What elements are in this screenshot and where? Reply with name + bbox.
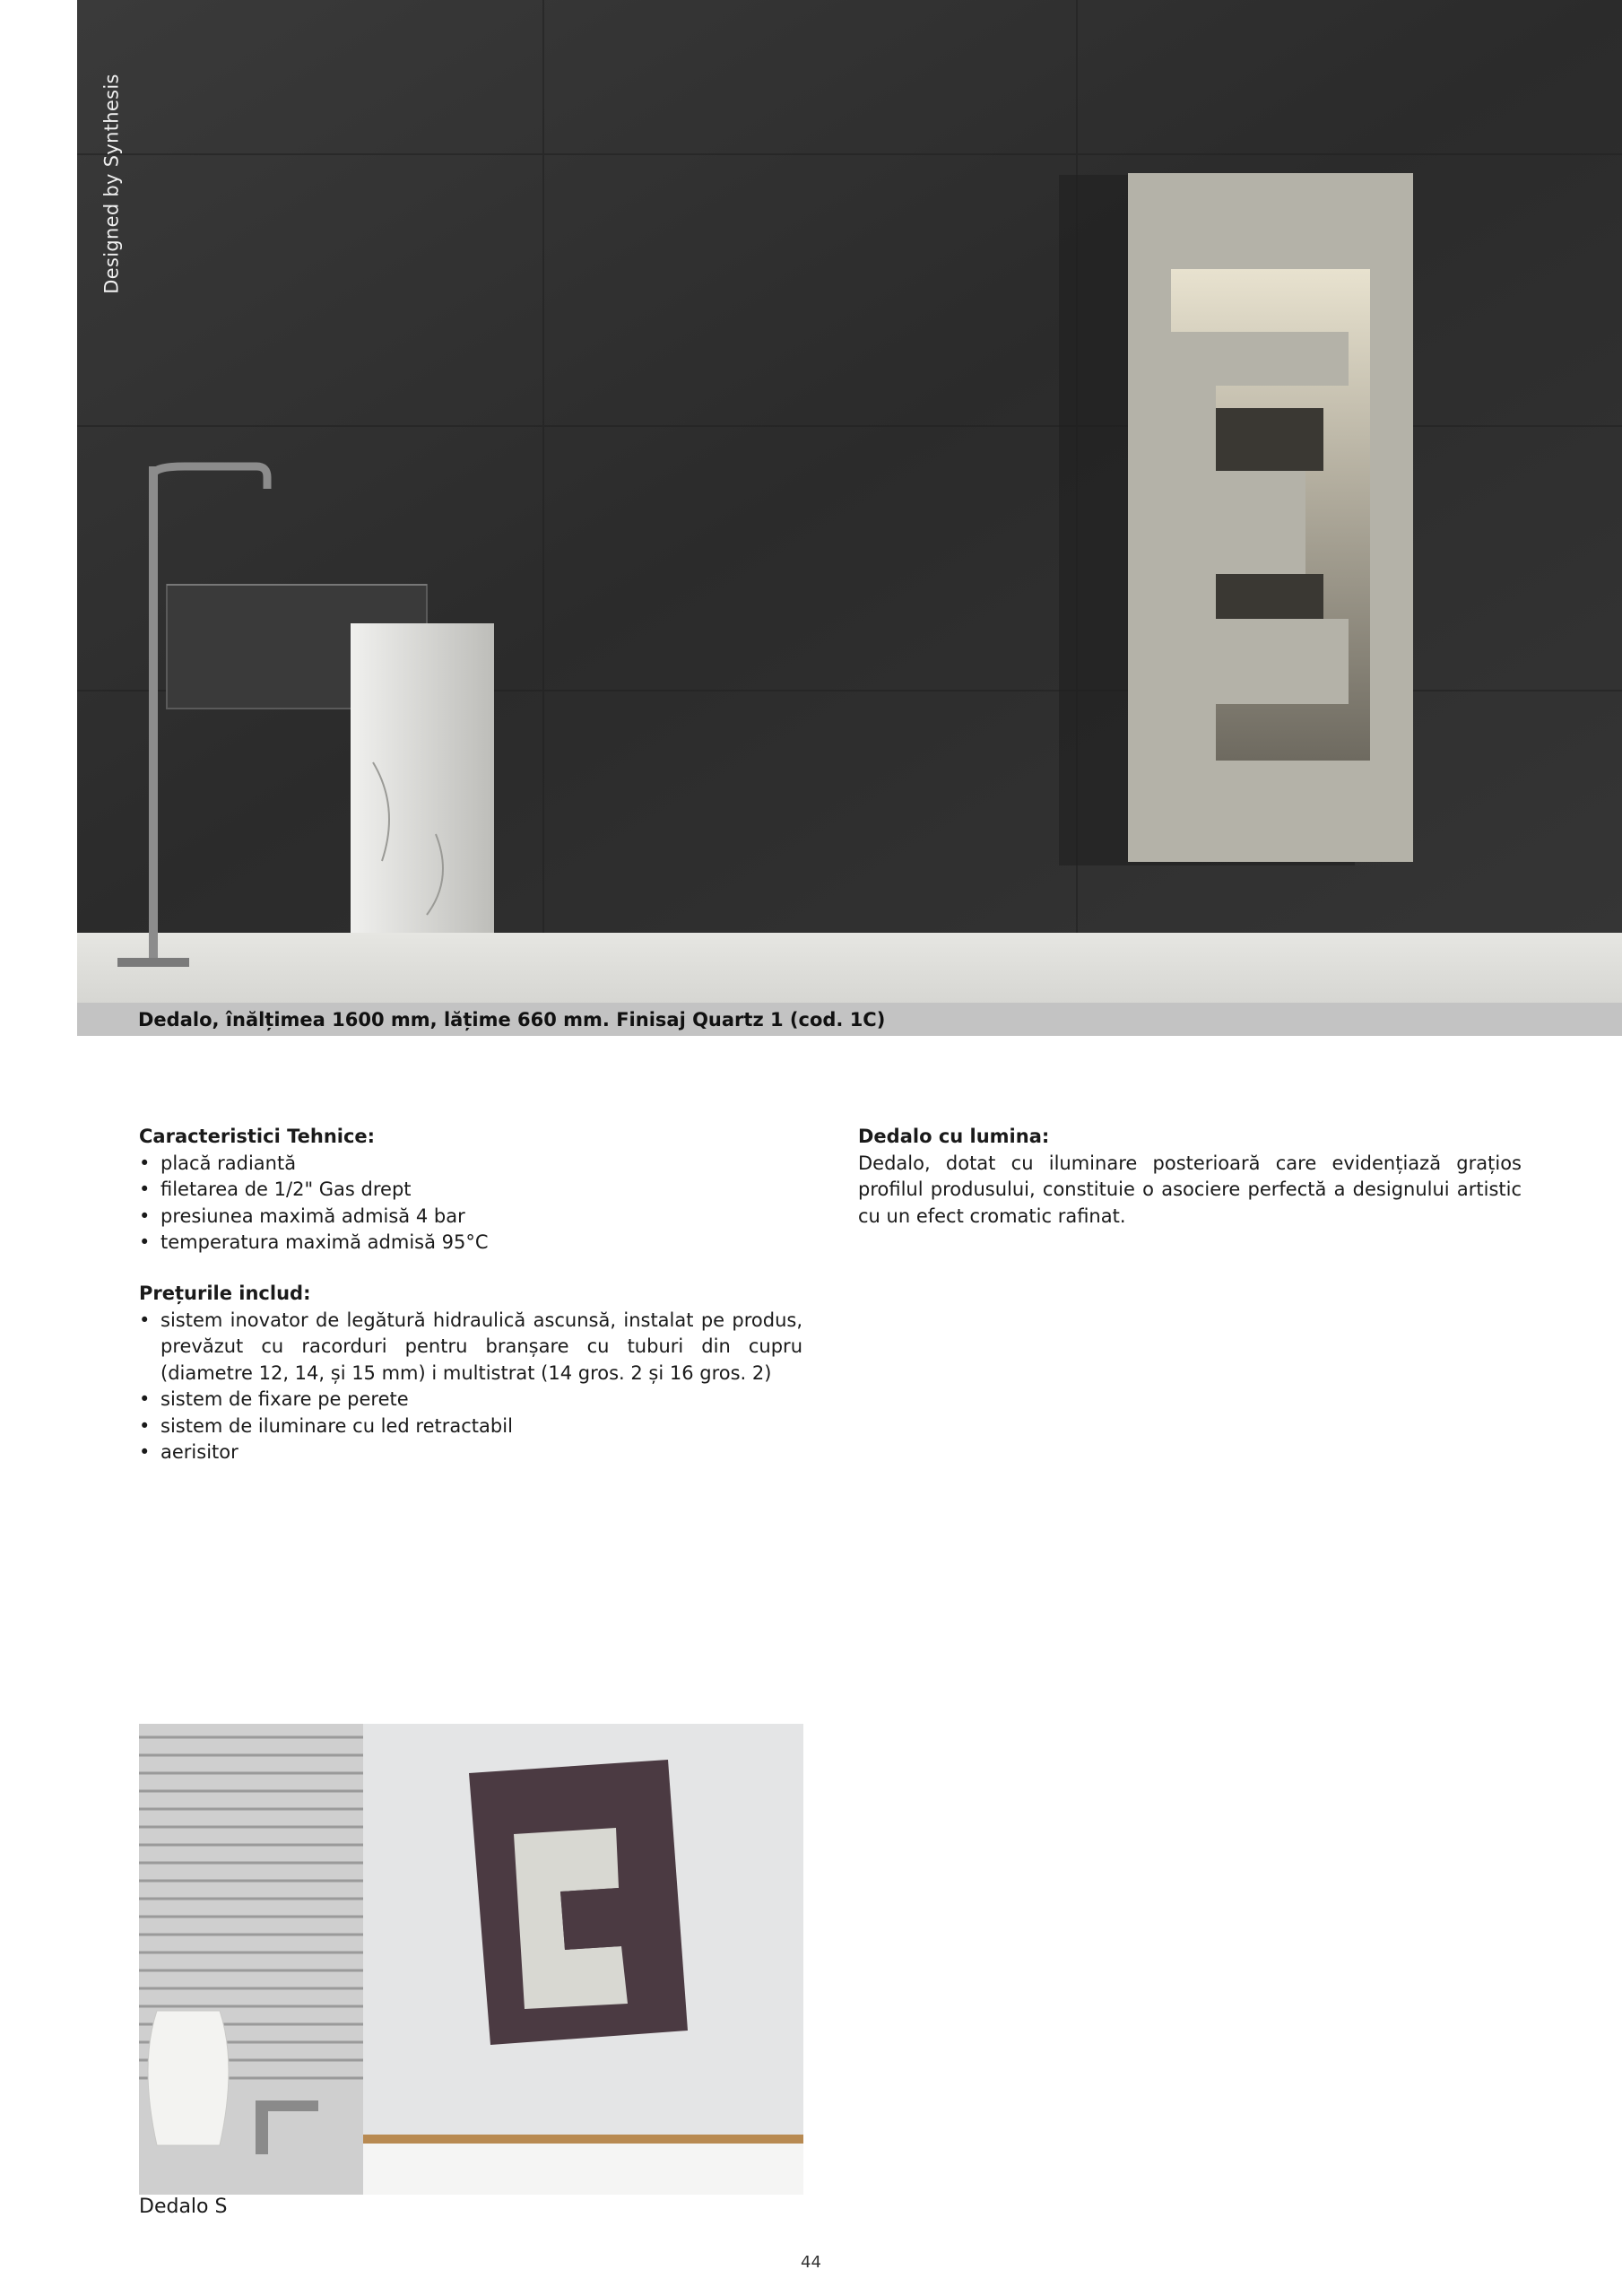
- prices-section: [139, 1281, 802, 1466]
- technical-section: [139, 1124, 802, 1257]
- prices-title: Prețurile includ:: [139, 1283, 311, 1304]
- lighting-title: Dedalo cu lumina:: [858, 1126, 1050, 1147]
- technical-title: Caracteristici Tehnice:: [139, 1126, 376, 1147]
- list-item: • presiunea maximă admisă 4 bar: [139, 1204, 802, 1231]
- hero-caption: Dedalo, înălțimea 1600 mm, lățime 660 mm. Finisaj Quartz 1 (cod. 1C): [138, 1008, 886, 1031]
- hero-photo: [77, 0, 1622, 1036]
- list-item: • sistem inovator de legătură hidraulică ascunsă, instalat pe produs, prevăzut cu racorduri pentru branșare cu tuburi din cupru (diametre 12, 14, și 15 mm) i multistrat (14 gros. 2 și 16 gros. 2): [139, 1308, 802, 1387]
- marble-pedestal: [351, 623, 494, 933]
- hero-caption-bar: [77, 1003, 1622, 1036]
- list-item: • temperatura maximă admisă 95°C: [139, 1230, 802, 1257]
- prices-list: [139, 1308, 802, 1466]
- page-number: 44: [801, 2253, 821, 2272]
- designer-credit-text: Designed by Synthesis: [101, 74, 124, 294]
- dedalo-s-illustration: [139, 1724, 803, 2195]
- lighting-section: [858, 1124, 1522, 1230]
- list-item: • sistem de iluminare cu led retractabil: [139, 1413, 802, 1440]
- list-item: • filetarea de 1/2" Gas drept: [139, 1177, 802, 1204]
- list-item: • sistem de fixare pe perete: [139, 1387, 802, 1413]
- lighting-text: Dedalo, dotat cu iluminare posterioară care evidențiază grațios profilul produsului, constituie o asociere perfectă a designului artistic cu un efect cromatic rafinat.: [858, 1152, 1522, 1227]
- designer-credit: [97, 74, 127, 294]
- hero-photo-illustration: [77, 0, 1622, 1036]
- list-item: • aerisitor: [139, 1439, 802, 1466]
- dedalo-s-radiator: [469, 1760, 688, 2045]
- list-item: • placă radiantă: [139, 1151, 802, 1178]
- dedalo-radiator: [1128, 173, 1413, 862]
- dedalo-s-caption: Dedalo S: [139, 2196, 228, 2218]
- technical-list: [139, 1151, 802, 1257]
- dedalo-s-photo: [139, 1724, 803, 2195]
